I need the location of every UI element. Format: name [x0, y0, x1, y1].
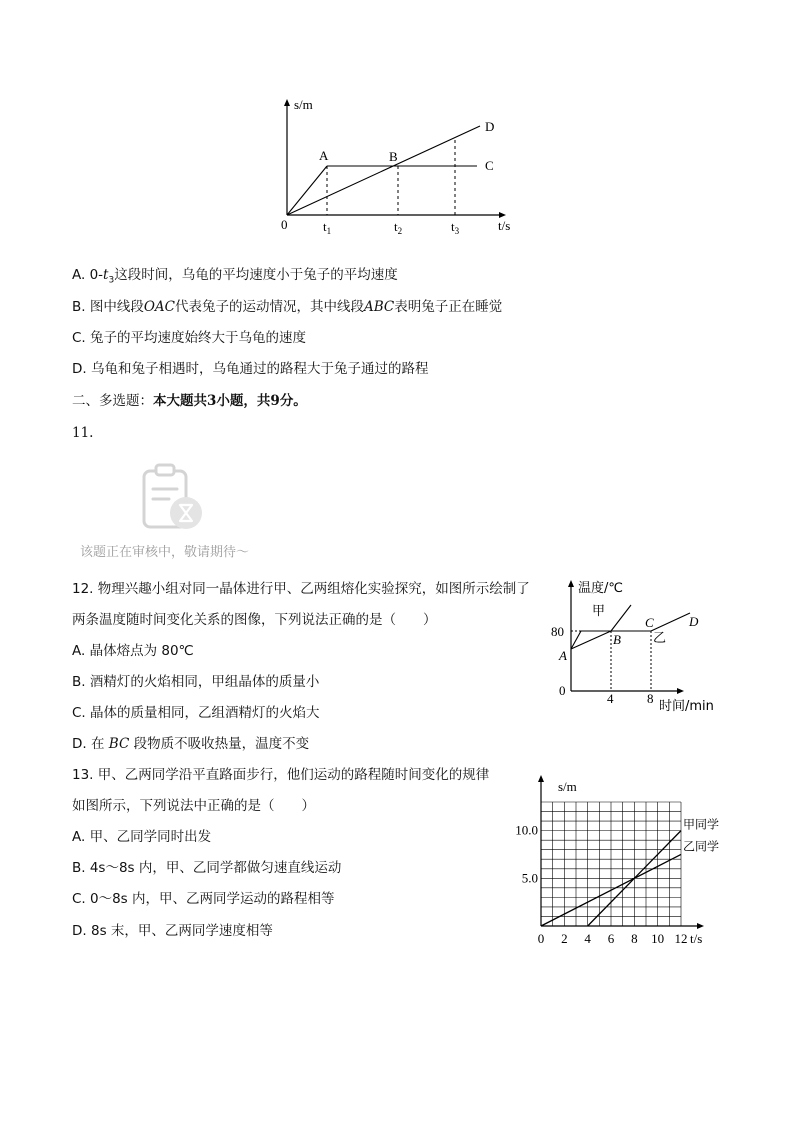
- option-text: 段物质不吸收热量，温度不变: [129, 736, 310, 752]
- tick-t2: $t_2$: [394, 219, 403, 236]
- x-tick-label: 6: [607, 931, 615, 946]
- chart-labels: [515, 779, 719, 946]
- q12-option-B: B. 酒精灯的火焰相同，甲组晶体的质量小: [72, 674, 320, 690]
- y-axis-arrow: [568, 580, 574, 587]
- series-label: 乙同学: [683, 839, 720, 854]
- q13-option-C: C. 0～8s 内，甲、乙两同学运动的路程相等: [72, 891, 335, 907]
- section-label: 二、多选题：: [72, 393, 153, 409]
- y-axis-arrow: [538, 775, 544, 782]
- q11-number: 11.: [72, 425, 94, 441]
- review-clipboard-icon: [136, 461, 208, 535]
- variable-ABC: ABC: [364, 299, 395, 315]
- tick-t1: $t_1$: [323, 219, 332, 236]
- subscript: 3: [108, 275, 115, 286]
- origin-label: 0: [281, 217, 288, 232]
- x-tick-label: 0: [537, 931, 545, 946]
- y-axis-label: s/m: [294, 97, 313, 112]
- x-tick-4: 4: [607, 691, 614, 706]
- segment-OA: [287, 166, 327, 215]
- option-text: B. 图中线段: [72, 299, 144, 315]
- option-text: A. 0-: [72, 267, 104, 283]
- option-text: 表明兔子正在睡觉: [394, 299, 503, 315]
- jia-rise2: [611, 605, 631, 631]
- y-tick-label: 5.0: [521, 870, 538, 886]
- q12-option-A: A. 晶体熔点为 80℃: [72, 643, 194, 659]
- x-axis-label: t/s: [498, 218, 511, 233]
- q13-option-A: A. 甲、乙同学同时出发: [72, 829, 212, 845]
- x-axis-arrow: [677, 688, 684, 694]
- y-tick-80: 80: [551, 624, 564, 639]
- y-axis-label: s/m: [558, 779, 577, 794]
- q12-graph: [545, 575, 725, 715]
- x-tick-label: 10: [651, 931, 665, 946]
- q10-option-D: D. 乌龟和兔子相遇时，乌龟通过的路程大于兔子通过的路程: [72, 361, 429, 377]
- variable-BC: BC: [108, 736, 130, 752]
- origin-label: 0: [559, 683, 566, 698]
- x-tick-label: 2: [561, 931, 568, 946]
- q13-stem-line1: 13. 甲、乙两同学沿平直路面步行，他们运动的路程随时间变化的规律: [72, 767, 490, 783]
- x-tick-8: 8: [647, 691, 654, 706]
- yi-segment-AB: [571, 631, 611, 649]
- q12-stem-line1: 12. 物理兴趣小组对同一晶体进行甲、乙两组熔化实验探究，如图所示绘制了: [72, 581, 530, 597]
- section-text: 分。: [279, 393, 307, 409]
- section-text: 小题，共: [216, 393, 271, 409]
- q10-option-C: C. 兔子的平均速度始终大于乌龟的速度: [72, 330, 307, 346]
- chart-axes: [538, 775, 704, 929]
- review-placeholder: 该题正在审核中，敬请期待～: [80, 545, 250, 560]
- x-axis-arrow: [697, 923, 704, 929]
- chart-grid: [541, 802, 681, 926]
- q13-option-B: B. 4s～8s 内，甲、乙同学都做匀速直线运动: [72, 860, 342, 876]
- y-axis-arrow: [284, 99, 290, 106]
- q10-option-B: [72, 298, 502, 316]
- q10-graph: [270, 95, 520, 240]
- point-B-label: B: [389, 149, 398, 164]
- section-text: 本大题共: [153, 393, 207, 409]
- q13-option-D: D. 8s 末，甲、乙两同学速度相等: [72, 923, 273, 939]
- tick-t3: $t_3$: [451, 219, 460, 236]
- series-label: 甲同学: [683, 817, 720, 832]
- variable-t: t: [103, 267, 109, 283]
- label-jia: 甲: [592, 604, 606, 619]
- point-A-label: A: [559, 648, 567, 663]
- section-count: 3: [207, 393, 217, 409]
- option-text: 代表兔子的运动情况，其中线段: [175, 299, 365, 315]
- x-axis-label: 时间/min: [659, 699, 714, 714]
- point-D-label: D: [689, 614, 699, 629]
- point-C-label: C: [645, 615, 654, 630]
- q13-stem-line2: 如图所示，下列说法中正确的是（ ）: [72, 798, 315, 814]
- x-tick-label: 8: [631, 931, 638, 946]
- y-tick-label: 10.0: [515, 822, 538, 838]
- option-text: D. 在: [72, 736, 109, 752]
- label-yi: 乙: [653, 631, 667, 646]
- section-score: 9: [270, 393, 280, 409]
- variable-OAC: OAC: [143, 299, 176, 315]
- section-header: [72, 392, 307, 410]
- q12-option-C: C. 晶体的质量相同，乙组酒精灯的火焰大: [72, 705, 320, 721]
- point-A-label: A: [319, 148, 329, 163]
- point-B-label: B: [613, 632, 621, 647]
- x-tick-label: 4: [584, 931, 591, 946]
- option-text: 这段时间，乌龟的平均速度小于兔子的平均速度: [114, 267, 398, 283]
- yi-segment-CD: [651, 613, 690, 631]
- point-C-label: C: [485, 158, 494, 173]
- q12-option-D: [72, 735, 309, 753]
- segment-OD: [287, 126, 480, 215]
- q12-stem-line2: 两条温度随时间变化关系的图像，下列说法正确的是（ ）: [72, 612, 437, 628]
- q10-option-A: [72, 266, 398, 290]
- x-axis-label: t/s: [690, 931, 703, 946]
- q13-chart: [500, 765, 730, 955]
- x-tick-label: 12: [674, 931, 688, 946]
- point-D-label: D: [485, 119, 495, 134]
- y-axis-label: 温度/℃: [578, 581, 623, 596]
